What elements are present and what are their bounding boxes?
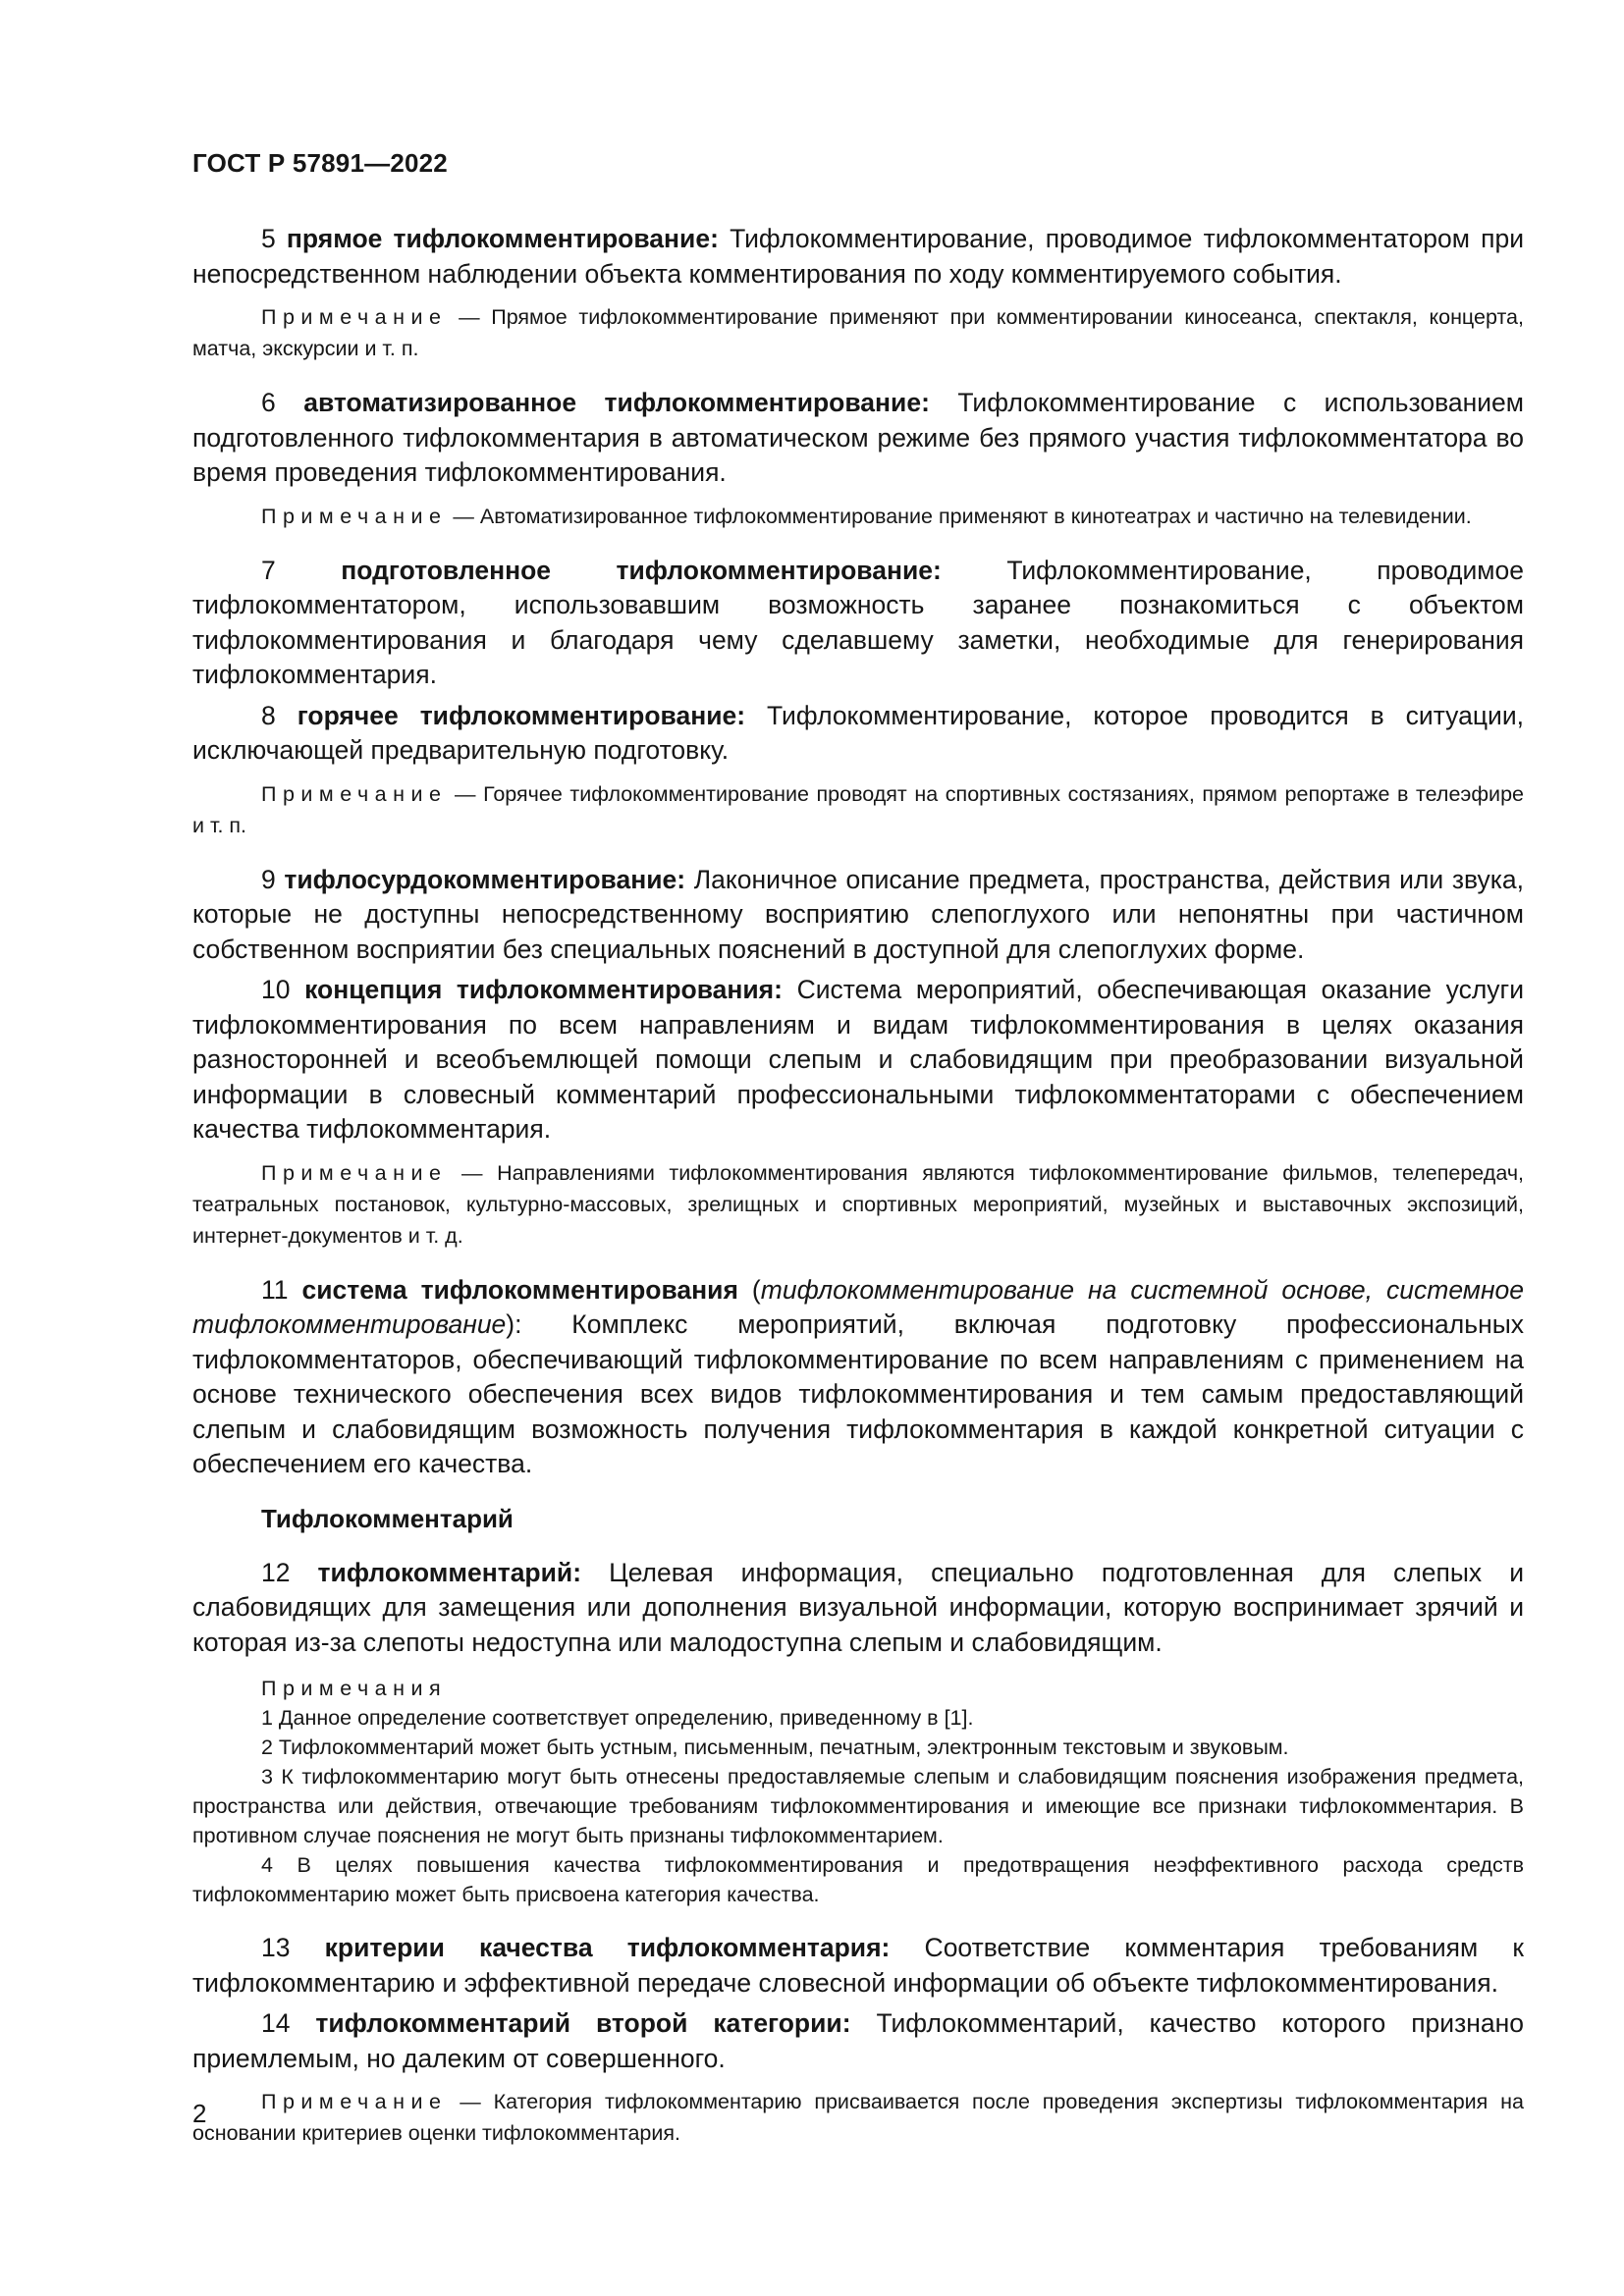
note-item: 4 В целях повышения качества тифлокомментирования и предотвращения неэффективного расхода средств тифлокомментарию может быть присвоена категория качества. [192,1853,1524,1906]
section-heading: Тифлокомментарий [261,1503,514,1533]
term-name: критерии качества тифлокомментария: [324,1933,891,1962]
term-name: автоматизированное тифлокомментирование: [303,388,930,417]
term-6: 6 автоматизированное тифлокомментирование: Тифлокомментирование с использованием подготовленного тифлокомментария в автоматическом режиме без прямого участия тифлокомментатора во время проведения тифлокомментирования. [192,388,1524,487]
page-number: 2 [192,2099,207,2128]
document-header: ГОСТ Р 57891—2022 [192,148,448,178]
term-10: 10 концепция тифлокомментирования: Система мероприятий, обеспечивающая оказание услуги тифлокомментирования по всем направлениям и видам тифлокомментирования в целях оказания разносторонней и всеобъемлющей помощи слепым и слабовидящим при преобразовании визуальной информации в словесный комментарий профессиональными тифлокомментаторами с обеспечением качества тифлокомментария. [192,975,1524,1144]
note-item: 3 К тифлокомментарию могут быть отнесены предоставляемые слепым и слабовидящим пояснения изображения предмета, пространства или действия, отвечающие требованиям тифлокомментирования и имеющие все признаки тифлокомментария. В противном случае пояснения не могут быть признаны тифлокомментарием. [192,1765,1524,1847]
note-6: Примечание — Автоматизированное тифлокомментирование применяют в кинотеатрах и частично на телевидении. [261,504,1472,528]
term-name: тифлосурдокомментирование: [284,864,686,894]
term-9: 9 тифлосурдокомментирование: Лаконичное описание предмета, пространства, действия или звука, которые не доступны непосредственному восприятию слепоглухого или непонятны при частичном собственном восприятии без специальных пояснений в доступной для слепоглухих форме. [192,864,1524,964]
term-name: концепция тифлокомментирования: [304,975,783,1004]
notes-title: Примечания [261,1677,448,1700]
note-10: Примечание — Направлениями тифлокомментирования являются тифлокомментирование фильмов, телепередач, театральных постановок, культурно-массовых, зрелищных и спортивных мероприятий, музейных и выставочных экспозиций, интернет-документов и т. д. [192,1160,1524,1248]
term-7: 7 подготовленное тифлокомментирование: Тифлокомментирование, проводимое тифлокомментатором, использовавшим возможность заранее познакомиться с объектом тифлокомментирования и благодаря чему сделавшему заметки, необходимые для генерирования тифлокомментария. [192,555,1524,689]
synonym-terms: тифлокомментирование на системной основе, системное тифлокомментирование [192,1274,1525,1339]
note-item: 2 Тифлокомментарий может быть устным, письменным, печатным, электронным текстовым и звуковым. [261,1735,1289,1759]
term-name: тифлокомментарий: [317,1557,582,1587]
term-name: прямое тифлокомментирование: [286,224,719,253]
term-name: тифлокомментарий второй категории: [315,2008,851,2038]
note-item: 1 Данное определение соответствует определению, приведенному в [1]. [261,1706,974,1730]
term-12: 12 тифлокомментарий: Целевая информация, специально подготовленная для слепых и слабовидящих для замещения или дополнения визуальной информации, которую воспринимает зрячий и которая из-за слепоты недоступна или малодоступна слепым и слабовидящим. [192,1557,1525,1657]
term-name: система тифлокомментирования [301,1274,738,1305]
document-body [192,222,1524,2170]
term-13: 13 критерии качества тифлокомментария: Соответствие комментария требованиям к тифлокомментарию и эффективной передаче словесной информации об объекте тифлокомментирования. [192,1933,1524,1998]
note-8: Примечание — Горячее тифлокомментирование проводят на спортивных состязаниях, прямом репортаже в телеэфире и т. п. [192,781,1524,837]
term-5: 5 прямое тифлокомментирование: Тифлокомментирование, проводимое тифлокомментатором при непосредственном наблюдении объекта комментирования по ходу комментируемого события. [192,224,1525,289]
note-14: Примечание — Категория тифлокомментарию присваивается после проведения экспертизы тифлокомментария на основании критериев оценки тифлокомментария. [192,2090,1524,2145]
term-name: горячее тифлокомментирование: [297,700,746,730]
notes-12 [192,1674,1524,1909]
term-8: 8 горячее тифлокомментирование: Тифлокомментирование, которое проводится в ситуации, исключающей предварительную подготовку. [192,700,1524,765]
term-11: 11 система тифлокомментирования (тифлокомментирование на системной основе, системное тифлокомментирование): Комплекс мероприятий, включая подготовку профессиональных тифлокомментаторов, обеспечивающий тифлокомментирование по всем направлениям с применением на основе технического обеспечения всех видов тифлокомментирования и тем самым предоставляющий слепым и слабовидящим возможность получения тифлокомментария в каждой конкретной ситуации с обеспечением его качества. [192,1274,1525,1478]
note-5: Примечание — Прямое тифлокомментирование применяют при комментировании киносеанса, спектакля, концерта, матча, экскурсии и т. п. [192,305,1524,360]
term-name: подготовленное тифлокомментирование: [341,555,942,585]
term-14: 14 тифлокомментарий второй категории: Тифлокомментарий, качество которого признано приемлемым, но далеким от совершенного. [192,2008,1524,2073]
